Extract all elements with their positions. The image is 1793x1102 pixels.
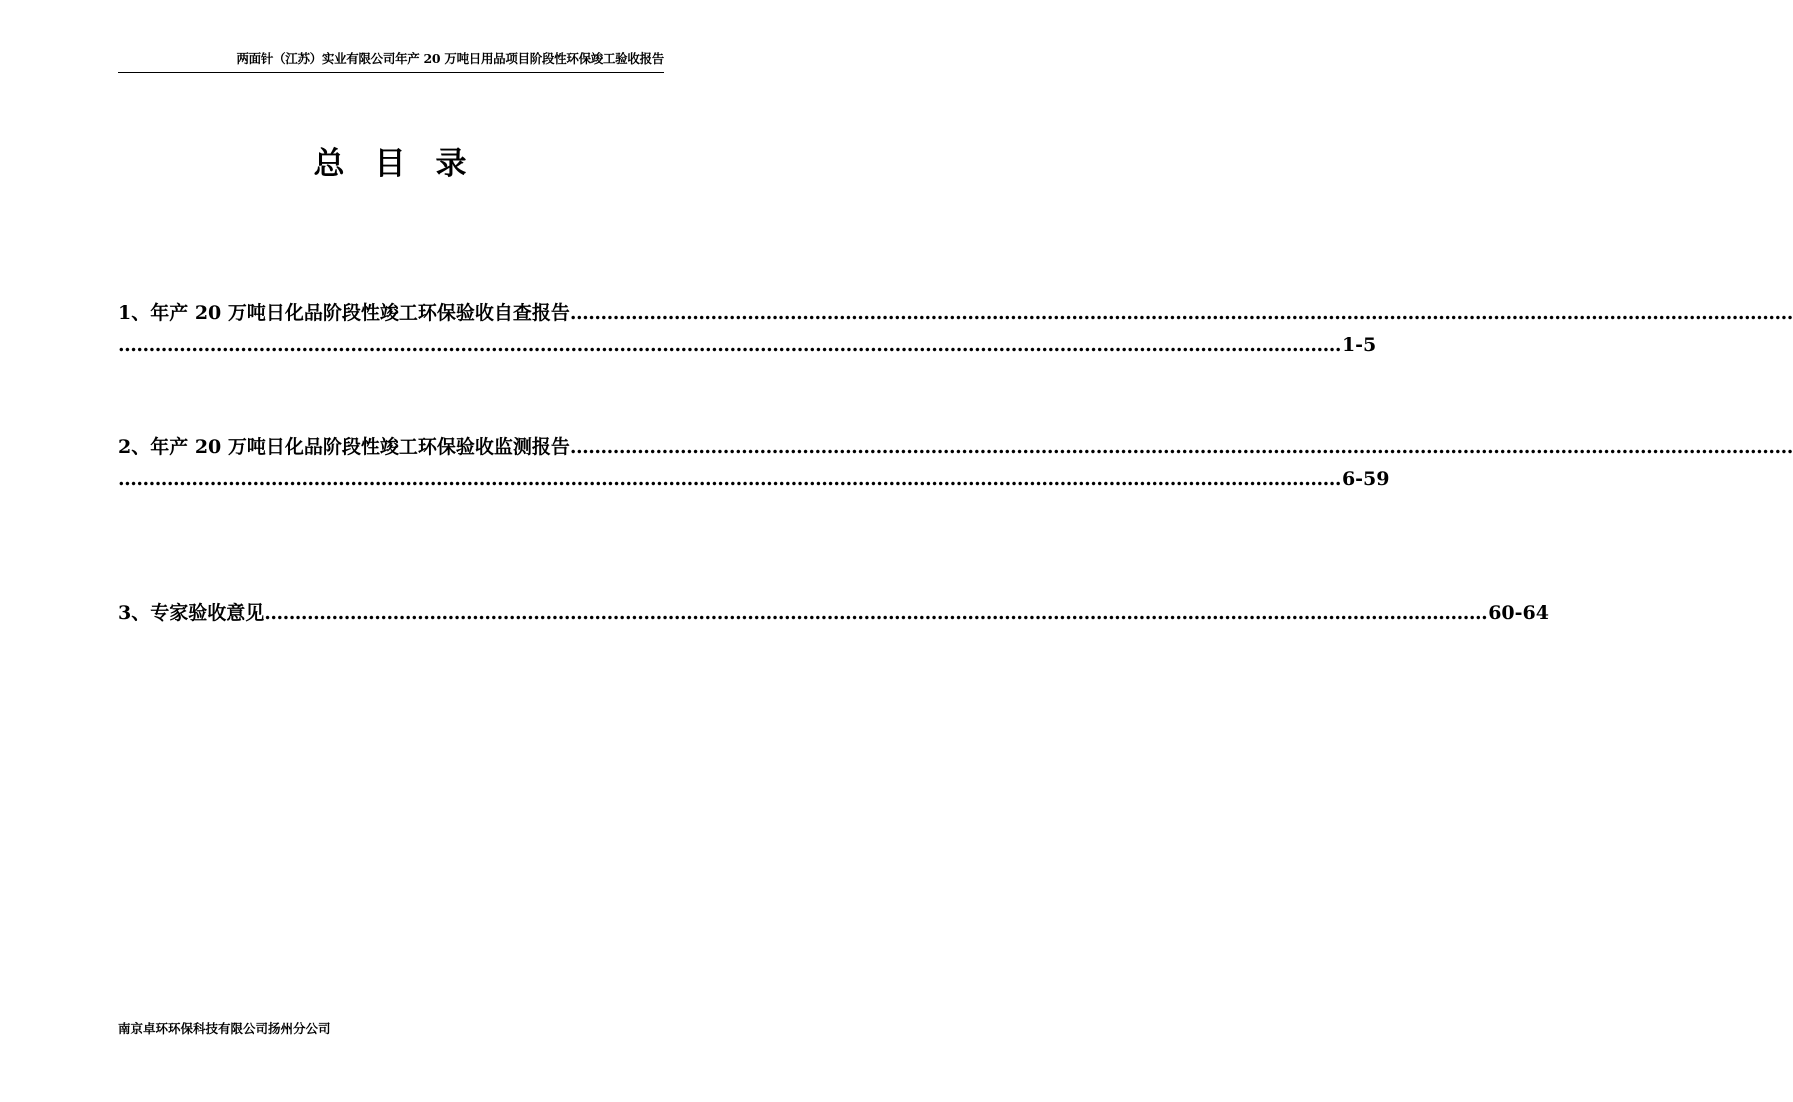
toc-entry-3-label: 3、专家验收意见: [118, 602, 265, 624]
dot-leader: ........................................................................................................................................................................................................: [264, 602, 1488, 624]
running-header: 两面针（江苏）实业有限公司年产 20 万吨日用品项目阶段性环保竣工验收报告: [236, 51, 664, 66]
page-title: 总目录: [313, 146, 497, 182]
toc-entry-2-continuation[interactable]: [118, 464, 1390, 494]
dot-leader: ........................................................................................................................................................................................................: [118, 334, 1341, 356]
dot-leader: ........................................................................................................................................................................................................: [118, 468, 1341, 490]
toc-entry-2-pages: 6-59: [1341, 468, 1390, 490]
toc-entry-1-continuation[interactable]: [118, 330, 1377, 360]
toc-entry-2[interactable]: [118, 432, 1793, 462]
footer-company: 南京卓环环保科技有限公司扬州分公司: [118, 1021, 331, 1036]
toc-entry-3[interactable]: [118, 598, 1549, 628]
toc-entry-3-pages: 60-64: [1488, 602, 1549, 624]
dot-leader: ........................................................................................................................................................................................................: [569, 302, 1793, 324]
toc-entry-2-label: 2、年产 20 万吨日化品阶段性竣工环保验收监测报告: [118, 436, 570, 458]
dot-leader: ........................................................................................................................................................................................................: [569, 436, 1793, 458]
toc-entry-1-label: 1、年产 20 万吨日化品阶段性竣工环保验收自查报告: [118, 302, 570, 324]
toc-entry-1-pages: 1-5: [1341, 334, 1377, 356]
toc-entry-1[interactable]: [118, 298, 1793, 328]
header-rule: [118, 72, 664, 73]
